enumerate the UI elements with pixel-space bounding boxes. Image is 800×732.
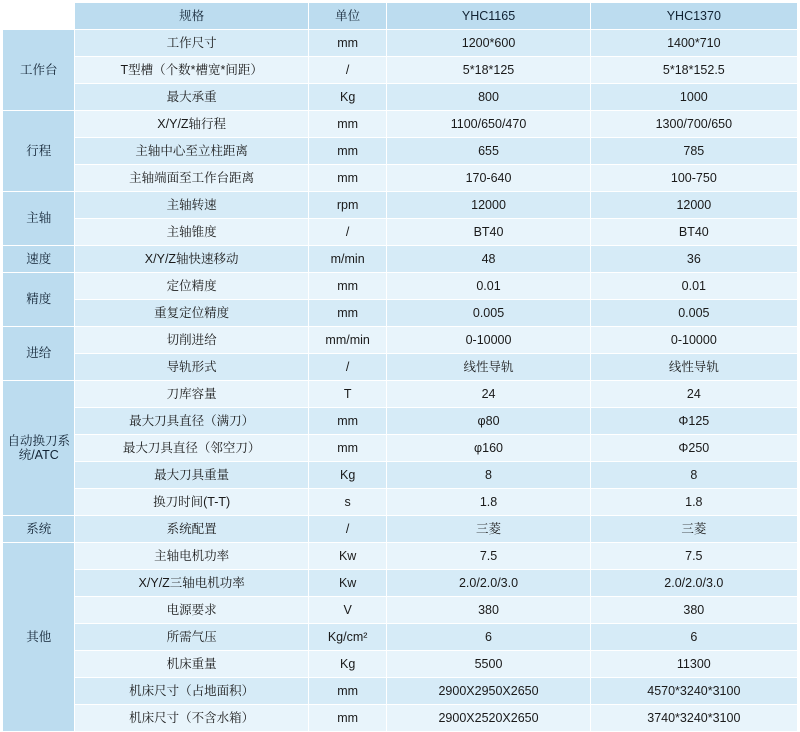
row-value-model-2: 8 bbox=[590, 462, 797, 489]
row-unit: mm bbox=[308, 138, 386, 165]
row-value-model-2: 0.01 bbox=[590, 273, 797, 300]
row-unit: Kg/cm² bbox=[308, 624, 386, 651]
row-label: 主轴转速 bbox=[75, 192, 308, 219]
row-value-model-1: 1100/650/470 bbox=[387, 111, 590, 138]
row-value-model-1: 170-640 bbox=[387, 165, 590, 192]
row-unit: m/min bbox=[308, 246, 386, 273]
row-value-model-2: 1000 bbox=[590, 84, 797, 111]
row-value-model-2: 12000 bbox=[590, 192, 797, 219]
row-value-model-1: 0-10000 bbox=[387, 327, 590, 354]
row-value-model-1: 1200*600 bbox=[387, 30, 590, 57]
row-value-model-2: 线性导轨 bbox=[590, 354, 797, 381]
table-row bbox=[3, 516, 798, 543]
table-row bbox=[3, 219, 798, 246]
row-value-model-1: 800 bbox=[387, 84, 590, 111]
row-unit: T bbox=[308, 381, 386, 408]
header-cell-model-1: YHC1165 bbox=[387, 3, 590, 30]
header-cell-spec: 规格 bbox=[75, 3, 308, 30]
table-row bbox=[3, 327, 798, 354]
table-row bbox=[3, 462, 798, 489]
table-row bbox=[3, 489, 798, 516]
row-unit: Kg bbox=[308, 651, 386, 678]
row-unit: mm bbox=[308, 300, 386, 327]
table-body bbox=[3, 30, 798, 732]
row-label: 刀库容量 bbox=[75, 381, 308, 408]
row-value-model-2: 785 bbox=[590, 138, 797, 165]
row-value-model-1: φ80 bbox=[387, 408, 590, 435]
specification-table bbox=[2, 2, 798, 732]
table-row bbox=[3, 273, 798, 300]
group-label: 工作台 bbox=[3, 30, 75, 111]
row-value-model-1: 5500 bbox=[387, 651, 590, 678]
row-value-model-2: 0-10000 bbox=[590, 327, 797, 354]
header-cell-model-2: YHC1370 bbox=[590, 3, 797, 30]
row-value-model-1: 24 bbox=[387, 381, 590, 408]
row-value-model-2: 11300 bbox=[590, 651, 797, 678]
row-value-model-2: 5*18*152.5 bbox=[590, 57, 797, 84]
row-value-model-2: 4570*3240*3100 bbox=[590, 678, 797, 705]
table-row bbox=[3, 624, 798, 651]
row-value-model-1: BT40 bbox=[387, 219, 590, 246]
row-label: 定位精度 bbox=[75, 273, 308, 300]
group-label: 其他 bbox=[3, 543, 75, 732]
row-label: 最大刀具直径（邻空刀） bbox=[75, 435, 308, 462]
table-row bbox=[3, 192, 798, 219]
group-label: 系统 bbox=[3, 516, 75, 543]
table-head bbox=[3, 3, 798, 30]
row-label: 电源要求 bbox=[75, 597, 308, 624]
row-unit: mm bbox=[308, 111, 386, 138]
table-row bbox=[3, 354, 798, 381]
row-unit: mm bbox=[308, 435, 386, 462]
table-row bbox=[3, 408, 798, 435]
row-label: 工作尺寸 bbox=[75, 30, 308, 57]
group-label: 进给 bbox=[3, 327, 75, 381]
row-value-model-1: 2.0/2.0/3.0 bbox=[387, 570, 590, 597]
row-value-model-2: 36 bbox=[590, 246, 797, 273]
row-label: 最大刀具直径（满刀） bbox=[75, 408, 308, 435]
row-label: 系统配置 bbox=[75, 516, 308, 543]
row-label: X/Y/Z轴快速移动 bbox=[75, 246, 308, 273]
row-value-model-1: 7.5 bbox=[387, 543, 590, 570]
row-value-model-2: 100-750 bbox=[590, 165, 797, 192]
table-row bbox=[3, 138, 798, 165]
row-value-model-1: 线性导轨 bbox=[387, 354, 590, 381]
row-label: 主轴端面至工作台距离 bbox=[75, 165, 308, 192]
row-value-model-1: 655 bbox=[387, 138, 590, 165]
table-row bbox=[3, 111, 798, 138]
row-label: 导轨形式 bbox=[75, 354, 308, 381]
row-unit: mm bbox=[308, 273, 386, 300]
row-label: 最大刀具重量 bbox=[75, 462, 308, 489]
table-row bbox=[3, 165, 798, 192]
row-value-model-1: 三菱 bbox=[387, 516, 590, 543]
row-value-model-1: φ160 bbox=[387, 435, 590, 462]
row-unit: / bbox=[308, 354, 386, 381]
table-row bbox=[3, 30, 798, 57]
row-unit: Kw bbox=[308, 570, 386, 597]
table-row bbox=[3, 435, 798, 462]
table-row bbox=[3, 381, 798, 408]
header-cell-unit: 单位 bbox=[308, 3, 386, 30]
row-value-model-2: 1300/700/650 bbox=[590, 111, 797, 138]
table-row bbox=[3, 246, 798, 273]
row-unit: Kg bbox=[308, 84, 386, 111]
row-value-model-2: Φ125 bbox=[590, 408, 797, 435]
table-row bbox=[3, 57, 798, 84]
row-value-model-1: 1.8 bbox=[387, 489, 590, 516]
row-label: T型槽（个数*槽宽*间距） bbox=[75, 57, 308, 84]
row-unit: mm bbox=[308, 408, 386, 435]
row-value-model-2: 三菱 bbox=[590, 516, 797, 543]
table-header-row bbox=[3, 3, 798, 30]
group-label: 主轴 bbox=[3, 192, 75, 246]
row-label: X/Y/Z轴行程 bbox=[75, 111, 308, 138]
group-label: 速度 bbox=[3, 246, 75, 273]
row-unit: mm/min bbox=[308, 327, 386, 354]
row-unit: s bbox=[308, 489, 386, 516]
row-value-model-1: 2900X2950X2650 bbox=[387, 678, 590, 705]
group-label: 行程 bbox=[3, 111, 75, 192]
row-label: 主轴锥度 bbox=[75, 219, 308, 246]
row-unit: / bbox=[308, 516, 386, 543]
row-value-model-1: 5*18*125 bbox=[387, 57, 590, 84]
row-label: 所需气压 bbox=[75, 624, 308, 651]
table-row bbox=[3, 651, 798, 678]
row-value-model-1: 2900X2520X2650 bbox=[387, 705, 590, 732]
row-value-model-2: 24 bbox=[590, 381, 797, 408]
row-value-model-1: 6 bbox=[387, 624, 590, 651]
row-value-model-1: 48 bbox=[387, 246, 590, 273]
row-value-model-2: 6 bbox=[590, 624, 797, 651]
row-value-model-1: 380 bbox=[387, 597, 590, 624]
table-row bbox=[3, 597, 798, 624]
row-value-model-2: 1.8 bbox=[590, 489, 797, 516]
table-row bbox=[3, 84, 798, 111]
row-unit: mm bbox=[308, 678, 386, 705]
row-value-model-2: BT40 bbox=[590, 219, 797, 246]
table-row bbox=[3, 705, 798, 732]
table-row bbox=[3, 678, 798, 705]
row-label: 主轴电机功率 bbox=[75, 543, 308, 570]
row-value-model-2: 380 bbox=[590, 597, 797, 624]
row-value-model-2: 7.5 bbox=[590, 543, 797, 570]
row-unit: / bbox=[308, 219, 386, 246]
row-value-model-2: 1400*710 bbox=[590, 30, 797, 57]
row-unit: Kw bbox=[308, 543, 386, 570]
row-unit: rpm bbox=[308, 192, 386, 219]
table-row bbox=[3, 543, 798, 570]
row-label: X/Y/Z三轴电机功率 bbox=[75, 570, 308, 597]
row-value-model-1: 12000 bbox=[387, 192, 590, 219]
row-unit: mm bbox=[308, 165, 386, 192]
row-unit: mm bbox=[308, 30, 386, 57]
row-label: 换刀时间(T-T) bbox=[75, 489, 308, 516]
row-unit: / bbox=[308, 57, 386, 84]
row-unit: V bbox=[308, 597, 386, 624]
row-label: 切削进给 bbox=[75, 327, 308, 354]
table-row bbox=[3, 570, 798, 597]
row-unit: Kg bbox=[308, 462, 386, 489]
row-value-model-2: Φ250 bbox=[590, 435, 797, 462]
row-value-model-2: 0.005 bbox=[590, 300, 797, 327]
row-label: 机床重量 bbox=[75, 651, 308, 678]
row-label: 机床尺寸（占地面积） bbox=[75, 678, 308, 705]
group-label: 自动换刀系统/ATC bbox=[3, 381, 75, 516]
row-value-model-1: 0.01 bbox=[387, 273, 590, 300]
table-row bbox=[3, 300, 798, 327]
row-value-model-2: 2.0/2.0/3.0 bbox=[590, 570, 797, 597]
row-label: 最大承重 bbox=[75, 84, 308, 111]
row-value-model-1: 8 bbox=[387, 462, 590, 489]
header-cell-empty bbox=[3, 3, 75, 30]
row-value-model-2: 3740*3240*3100 bbox=[590, 705, 797, 732]
row-value-model-1: 0.005 bbox=[387, 300, 590, 327]
row-label: 机床尺寸（不含水箱） bbox=[75, 705, 308, 732]
row-label: 主轴中心至立柱距离 bbox=[75, 138, 308, 165]
group-label: 精度 bbox=[3, 273, 75, 327]
row-label: 重复定位精度 bbox=[75, 300, 308, 327]
row-unit: mm bbox=[308, 705, 386, 732]
